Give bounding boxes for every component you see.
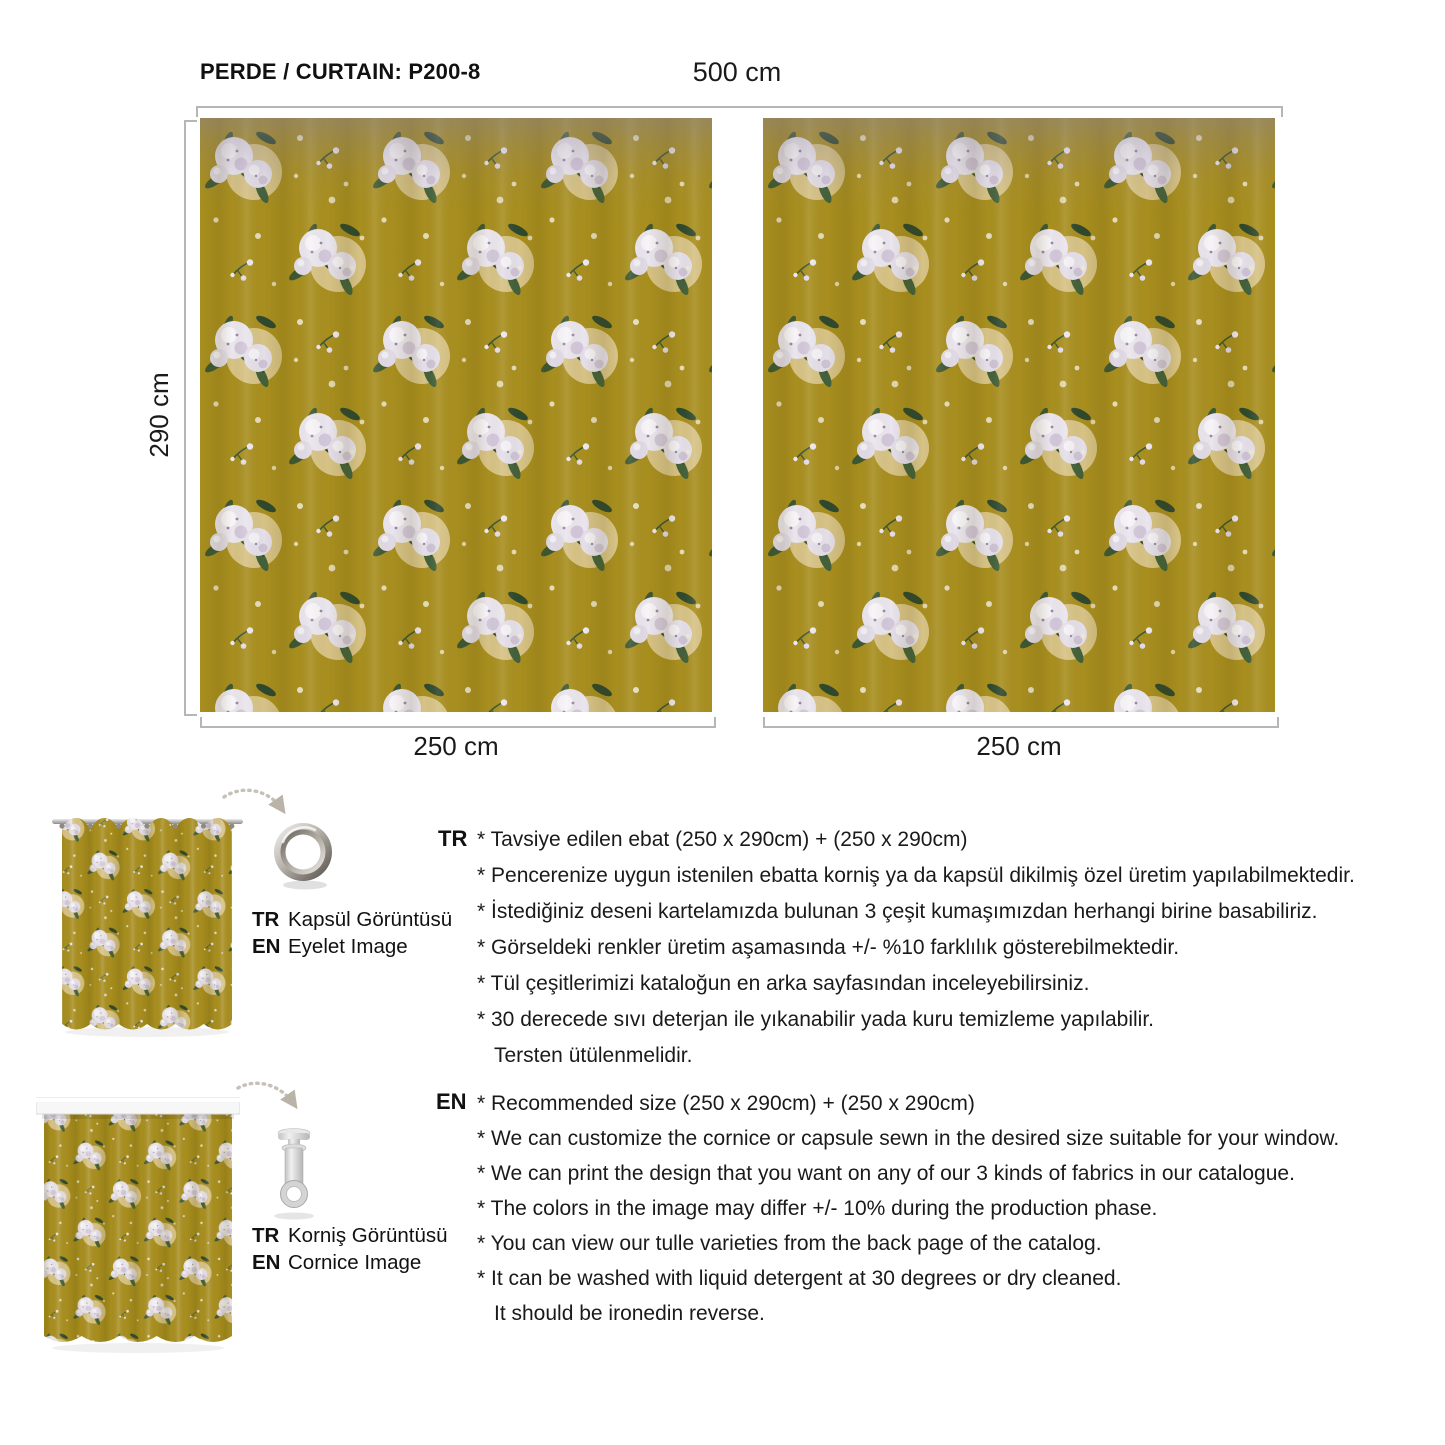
notes-tr-line: * Pencerenize uygun istenilen ebatta korniş ya da kapsül dikilmiş özel üretim yapılabilmektedir. [477,864,1355,887]
eyelet-curtain-thumbnail [50,806,245,1041]
curtain-panel-right-image [763,118,1275,712]
notes-tr-line: * Tavsiye edilen ebat (250 x 290cm) + (250 x 290cm) [477,828,968,851]
eyelet-caption-tr-text: Kapsül Görüntüsü [288,908,453,931]
left-panel-width-bracket [200,717,716,728]
eyelet-caption [252,906,452,960]
cornice-curtain-image [36,1096,240,1358]
notes-en-line: * The colors in the image may differ +/- 10% during the production phase. [477,1196,1158,1220]
notes-tr-tag: TR [438,826,468,851]
height-bracket [184,120,197,716]
curtain-panel-right [763,118,1275,712]
cornice-hook-icon [264,1126,324,1221]
notes-tr-line: * 30 derecede sıvı deterjan ile yıkanabilir yada kuru temizleme yapılabilir. [477,1008,1155,1031]
notes-en-line: * We can customize the cornice or capsule sewn in the desired size suitable for your window. [477,1126,1340,1150]
notes-en-line: * We can print the design that you want on any of our 3 kinds of fabrics in our catalogue. [477,1161,1295,1185]
notes-en-line: It should be ironedin reverse. [494,1301,765,1325]
page-title: PERDE / CURTAIN: P200-8 [200,59,481,84]
height-label: 290 cm [144,372,174,458]
eyelet-caption-tr-tag: TR [252,908,280,931]
cornice-caption-en-tag: EN [252,1251,281,1274]
notes-tr-line: Tersten ütülenmelidir. [494,1044,693,1067]
notes-en-line: * Recommended size (250 x 290cm) + (250 x 290cm) [477,1091,975,1115]
right-panel-width-bracket [763,717,1279,728]
eyelet-ring-icon [269,818,339,893]
notes-en-line: * You can view our tulle varieties from the back page of the catalog. [477,1231,1102,1255]
cornice-caption [252,1222,448,1276]
right-panel-width-label: 250 cm [976,731,1062,761]
total-width-label: 500 cm [692,57,782,87]
cornice-curtain-thumbnail [36,1096,240,1358]
cornice-caption-tr-tag: TR [252,1224,280,1247]
notes-en-block [477,1086,1339,1331]
eyelet-caption-en-text: Eyelet Image [288,935,408,958]
notes-tr-line: * Görseldeki renkler üretim aşamasında +/- %10 farklılık gösterebilmektedir. [477,936,1180,959]
cornice-caption-en-text: Cornice Image [288,1251,422,1274]
cornice-caption-tr-text: Korniş Görüntüsü [288,1224,448,1247]
total-width-bracket [196,106,1283,117]
notes-tr-line: * İstediğiniz deseni kartelamızda bulunan 3 çeşit kumaşımızdan herhangi birine basabiliriz. [477,900,1318,923]
notes-en-tag: EN [436,1089,467,1114]
eyelet-curtain-image [50,806,245,1041]
notes-tr-line: * Tül çeşitlerimizi kataloğun en arka sayfasından inceleyebilirsiniz. [477,972,1090,995]
curtain-panel-left [200,118,712,712]
arrow-icon [236,1076,316,1124]
eyelet-caption-en-tag: EN [252,935,281,958]
curtain-panel-left-image [200,118,712,712]
notes-en-line: * It can be washed with liquid detergent at 30 degrees or dry cleaned. [477,1266,1122,1290]
left-panel-width-label: 250 cm [413,731,499,761]
notes-tr-block [477,822,1355,1074]
